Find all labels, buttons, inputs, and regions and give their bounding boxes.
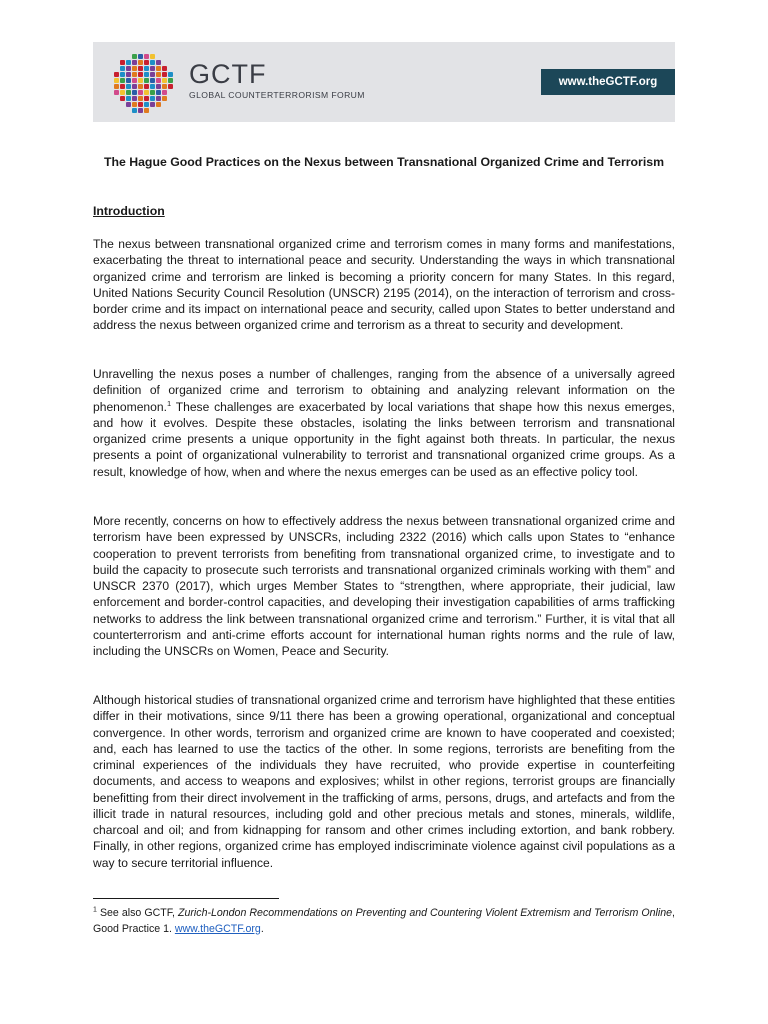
logo-tile [132, 72, 137, 77]
logo-tile [168, 72, 173, 77]
logo-tile [132, 108, 137, 113]
logo-tile [138, 102, 143, 107]
logo-tile [126, 84, 131, 89]
logo-tile [120, 60, 125, 65]
logo-tile [114, 90, 119, 95]
logo-tile [144, 60, 149, 65]
logo-tile [162, 72, 167, 77]
logo-tile [138, 54, 143, 59]
document-title: The Hague Good Practices on the Nexus between Transnational Organized Crime and Terrorism [103, 155, 665, 169]
logo-tile [144, 72, 149, 77]
logo-tile [120, 78, 125, 83]
paragraph-4: Although historical studies of transnational organized crime and terrorism have highlighted that these entities differ in their motivations, since 9/11 there has been a growing operational, organizational and conceptual convergence. In other words, terrorism and organized crime are known to have cooperated and coexisted; and, each has learned to use the tactics of the other. In some regions, terrorists are benefiting from the criminal experiences of the individuals they have recruited, who provide expertise in counterfeiting documents, and access to weapons and explosives; whilst in other regions, terrorist groups are financially benefitting from their direct involvement in the trafficking of arms, persons, drugs, and artefacts and from the illicit trade in natural resources, including gold and other precious metals and stones, minerals, wildlife, charcoal and oil; and from kidnapping for ransom and other crimes including extortion, and bank robbery. Finally, in other regions, organized crime has employed indiscriminate violence against civil populations as a way to secure territorial influence. [93, 693, 675, 870]
footnote-suffix: , Good Practice 1. [93, 907, 675, 935]
logo-tile [114, 84, 119, 89]
logo-tile [138, 72, 143, 77]
logo-tile [126, 90, 131, 95]
footnote-separator [93, 898, 279, 899]
logo-tile [156, 72, 161, 77]
logo-tile [120, 84, 125, 89]
logo-tile [162, 66, 167, 71]
logo-name: GCTF [189, 59, 267, 89]
logo-tile [156, 60, 161, 65]
logo-tile [132, 66, 137, 71]
logo-tile [132, 90, 137, 95]
logo-tile [156, 78, 161, 83]
logo-tile [144, 78, 149, 83]
logo-tile [126, 66, 131, 71]
logo-tile [150, 72, 155, 77]
footnote-mark: 1 [93, 906, 97, 914]
logo-tile [156, 102, 161, 107]
logo-tile [138, 78, 143, 83]
logo-tile [156, 66, 161, 71]
logo-tile [120, 96, 125, 101]
logo-tile [114, 72, 119, 77]
logo-tile [144, 54, 149, 59]
header-banner [93, 42, 675, 122]
paragraph-3: More recently, concerns on how to effectively address the nexus between transnational organized crime and terrorism have been expressed by UNSCRs, including 2322 (2016) which calls upon States to “enhance cooperation to prevent terrorists from benefiting from transnational organized crime, to investigate and to build the capacity to prosecute such terrorists and transnational organized criminals working with them” and UNSCR 2370 (2017), which urges Member States to “strengthen, where appropriate, their judicial, law enforcement and border-control capacities, and developing their investigation capabilities of arms trafficking networks to address the link between transnational organized crime and terrorism.” Further, it is vital that all counterterrorism and anti-crime efforts account for international human rights norms and the rule of law, including the UNSCRs on Women, Peace and Security. [93, 514, 675, 658]
logo-tile [150, 54, 155, 59]
logo-tile [150, 66, 155, 71]
logo-tile [138, 96, 143, 101]
logo-tile [162, 96, 167, 101]
logo-tile [168, 84, 173, 89]
logo-tile [126, 72, 131, 77]
logo-tile [150, 96, 155, 101]
logo-tile [162, 84, 167, 89]
paragraph-2 [93, 366, 675, 480]
footnote-italic-title: Zurich-London Recommendations on Preventing and Countering Violent Extremism and Terrorism Online [178, 907, 673, 919]
logo-tile [144, 84, 149, 89]
paragraph-1: The nexus between transnational organized crime and terrorism comes in many forms and manifestations, exacerbating the threat to international peace and security. Understanding the ways in which transnational organized crime and terrorism are linked is becoming a priority concern for many States. In this regard, United Nations Security Council Resolution (UNSCR) 2195 (2014), on the interaction of terrorism and cross-border crime and its impact on international peace and security, called upon States to better understand and address the nexus between organized crime and terrorism as a threat to security and development. [93, 237, 675, 333]
logo-tile [150, 84, 155, 89]
logo-tile [138, 108, 143, 113]
logo-tile [120, 66, 125, 71]
footnote-end: . [260, 922, 264, 935]
logo-tile [162, 90, 167, 95]
paragraph-2-part-b: These challenges are exacerbated by local variations that shape how this nexus emerges, and how it evolves. Despite these obstacles, isolating the links between terrorism and transnational organized crime presents a unique opportunity in the fight against both threats. In particular, the nexus presents a point of organizational vulnerability to terrorist and transnational organized crime groups. As a result, knowledge of how, when and where the nexus emerges can be used as an effective policy tool. [93, 399, 675, 479]
logo-tile [144, 66, 149, 71]
logo-tile [144, 108, 149, 113]
logo-tile [150, 60, 155, 65]
footnote-link[interactable]: www.theGCTF.org [174, 922, 261, 935]
footnote-prefix: See also GCTF, [96, 907, 179, 919]
logo-tile [132, 84, 137, 89]
logo-tile [138, 66, 143, 71]
logo-tile [120, 90, 125, 95]
logo-tile [168, 78, 173, 83]
logo-tile [126, 102, 131, 107]
logo-tile [144, 102, 149, 107]
logo-tile [120, 72, 125, 77]
logo-tile [126, 96, 131, 101]
logo-tile [156, 84, 161, 89]
logo-tile [150, 78, 155, 83]
logo-tile [162, 78, 167, 83]
gctf-globe-logo [113, 53, 173, 113]
logo-tile [132, 54, 137, 59]
footnote [93, 906, 675, 937]
footnote-reference[interactable]: 1 [166, 398, 172, 408]
logo-tile [138, 84, 143, 89]
logo-tile [138, 90, 143, 95]
logo-tile [132, 96, 137, 101]
logo-tile [156, 90, 161, 95]
section-heading: Introduction [93, 204, 165, 218]
logo-tile [126, 78, 131, 83]
logo-tile [150, 102, 155, 107]
logo-tile [144, 96, 149, 101]
logo-tile [132, 102, 137, 107]
logo-tile [114, 78, 119, 83]
logo-tile [132, 60, 137, 65]
website-link[interactable]: www.theGCTF.org [541, 69, 675, 95]
logo-tile [150, 90, 155, 95]
logo-tile [126, 60, 131, 65]
logo-tile [144, 90, 149, 95]
paragraph-2-part-a: Unravelling the nexus poses a number of challenges, ranging from the absence of a universally agreed definition of organized crime and terrorism to obtaining and analyzing relevant information on the phenomenon. [93, 367, 675, 414]
logo-tile [156, 96, 161, 101]
logo-tile [138, 60, 143, 65]
logo-tile [132, 78, 137, 83]
logo-tagline: GLOBAL COUNTERTERRORISM FORUM [189, 90, 365, 100]
